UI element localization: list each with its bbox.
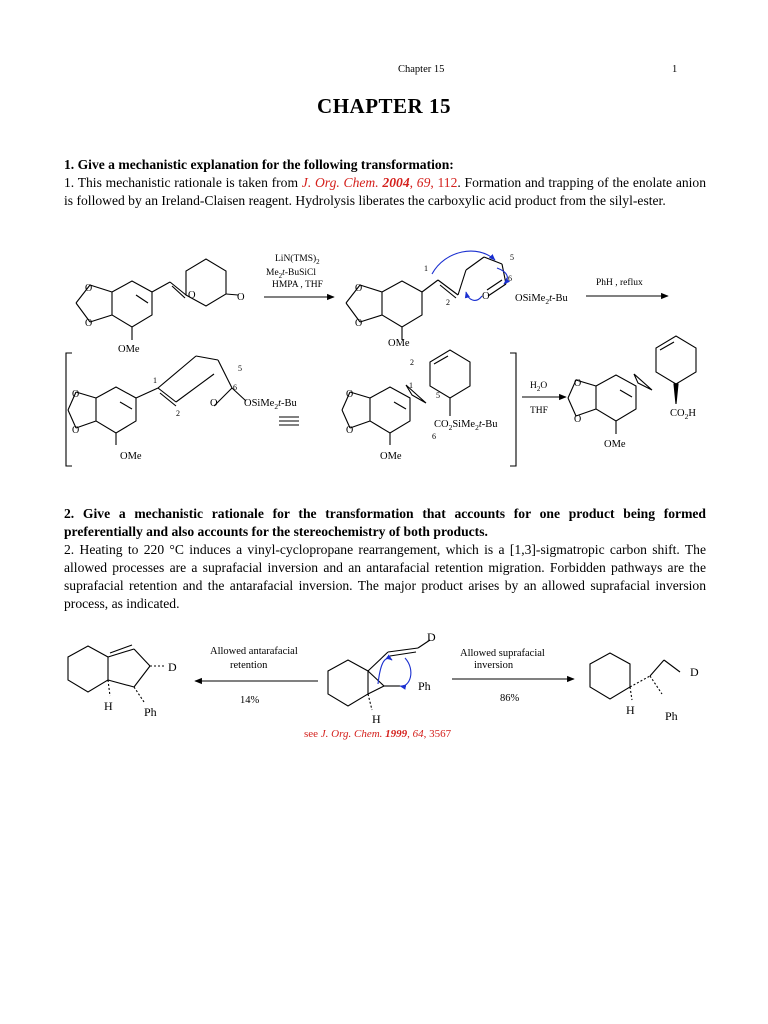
dioxole-o2-a: O (85, 318, 93, 329)
dioxole-o1-e: O (574, 378, 582, 389)
right-pathway-label-2: inversion (474, 660, 514, 671)
left-pathway-label-2: retention (230, 660, 268, 671)
ome-label-d: OMe (380, 451, 402, 462)
citation-2-page: 3567 (429, 728, 452, 740)
ome-label-c: OMe (120, 451, 142, 462)
reagent-h2o: $H_2O$ (530, 381, 548, 393)
d-label-right: D (690, 665, 699, 679)
ring-o-label-b: O (482, 291, 490, 302)
chapter-title: CHAPTER 15 (317, 94, 451, 118)
dioxole-o1-c: O (72, 389, 80, 400)
dioxole-o1-b: O (355, 283, 363, 294)
reagent-phh-reflux: PhH , reflux (596, 278, 643, 288)
atom-num-2-b: 2 (446, 298, 450, 307)
citation-2: see J. Org. Chem. 1999, 64, 3567 (304, 728, 452, 740)
ring-o-label-a: O (188, 290, 196, 301)
reagent-hmpa-thf: HMPA , THF (272, 280, 323, 290)
co2h-label-e: $CO_2H$ (670, 408, 696, 421)
answer-2-text: 2. Heating to 220 °C induces a vinyl-cyclopropane rearrangement, which is a [1,3]-sigmatropic carbon shift. The allowed processes are a suprafacial inversion and an antarafacial retention migration. Forbidden pathways are the suprafacial retention and the antarafacial inversion. The major product arises by an allowed suprafacial inversion process, as indicated. (64, 542, 706, 611)
reagent-thf: THF (530, 406, 548, 416)
atom-num-5-c: 5 (238, 364, 242, 373)
transition-state-structure (68, 356, 246, 445)
carboxylic-acid-product-structure (568, 336, 696, 434)
running-header: Chapter 15 (398, 64, 445, 75)
ome-label-b: OMe (388, 338, 410, 349)
h-label-right: H (626, 703, 635, 717)
major-product-structure (590, 653, 680, 700)
co2sime2tbu-label-d: $CO_2SiMe_2t-Bu$ (434, 419, 498, 432)
dioxole-o1-d: O (346, 389, 354, 400)
d-label-left: D (168, 660, 177, 674)
d-label-center: D (427, 630, 436, 644)
atom-num-6-b: 6 (508, 274, 512, 283)
atom-num-5-d: 5 (436, 391, 440, 400)
citation-2-journal: J. Org. Chem. (320, 728, 383, 740)
h-label-center: H (372, 712, 381, 726)
question-1-block (64, 156, 706, 210)
left-pathway-label-1: Allowed antarafacial (210, 646, 298, 657)
citation-1-volume: 69 (416, 175, 431, 190)
answer-1-prefix: 1. This mechanistic rationale is taken from (64, 175, 302, 190)
bracket-left (66, 353, 72, 466)
question-1-text: 1. Give a mechanistic explanation for the following transformation: (64, 157, 454, 172)
atom-num-2-d: 2 (410, 358, 414, 367)
right-pathway-label-1: Allowed suprafacial (460, 648, 545, 659)
citation-2-year: 1999 (385, 728, 408, 740)
dioxole-o2-d: O (346, 425, 354, 436)
atom-num-6-d: 6 (432, 432, 436, 441)
minor-product-structure (68, 645, 166, 702)
scheme-1-ireland-claisen (0, 240, 768, 472)
dioxole-o2-c: O (72, 425, 80, 436)
starting-lactone-structure (76, 259, 238, 340)
citation-1-journal: J. Org. Chem. (301, 175, 379, 190)
reagent-silyl-chloride: $Me_2t$-BuSiCl (266, 268, 316, 280)
h-label-left: H (104, 699, 113, 713)
citation-2-volume: 64 (412, 728, 424, 740)
ome-label-a: OMe (118, 344, 140, 355)
dioxole-o2-e: O (574, 414, 582, 425)
ester-o-label-c: O (210, 398, 218, 409)
citation-1-year: 2004 (382, 175, 410, 190)
carbonyl-o-label-a: O (237, 292, 245, 303)
question-2-block (64, 505, 706, 613)
osime2tbu-label-b: OSiMe$_2$t-Bu (515, 293, 568, 306)
atom-num-5-b: 5 (510, 253, 514, 262)
osime2tbu-label-c: OSiMe$_2$t-Bu (244, 398, 297, 411)
question-2-text: 2. Give a mechanistic rationale for the transformation that accounts for one product being formed preferentially and also accounts for the stereochemistry of both products. (64, 506, 706, 539)
atom-num-1-c: 1 (153, 376, 157, 385)
citation-2-prefix: see (304, 728, 321, 740)
left-pathway-percent: 14% (240, 695, 260, 706)
reagent-lin-tms: $LiN(TMS)_2$ (275, 254, 320, 266)
answer-1-text: 1. This mechanistic rationale is taken from J. Org. Chem. 2004, 69, 112. Formation and trapping of the enolate anion is followed by an Ireland-Claisen reagent. Hydrolysis liberates the carboxylic acid product from the silyl-ester. (64, 175, 707, 208)
atom-num-2-c: 2 (176, 409, 180, 418)
ph-label-left: Ph (144, 705, 157, 719)
ph-label-right: Ph (665, 709, 678, 723)
ph-label-center: Ph (418, 679, 431, 693)
bracket-right (510, 353, 516, 466)
dioxole-o1-a: O (85, 283, 93, 294)
right-pathway-percent: 86% (500, 693, 520, 704)
atom-num-6-c: 6 (233, 383, 237, 392)
atom-num-1-d: 1 (409, 381, 413, 390)
dioxole-o2-b: O (355, 318, 363, 329)
page-number: 1 (672, 64, 678, 75)
citation-1-page: 112 (437, 175, 458, 190)
atom-num-1-b: 1 (424, 264, 428, 273)
answer-1-rest: . Formation and trapping of the enolate anion is followed by an Ireland-Claisen reagent. Hydrolysis liberates the carboxylic acid product from the silyl-ester. (64, 175, 707, 208)
ome-label-e: OMe (604, 439, 626, 450)
